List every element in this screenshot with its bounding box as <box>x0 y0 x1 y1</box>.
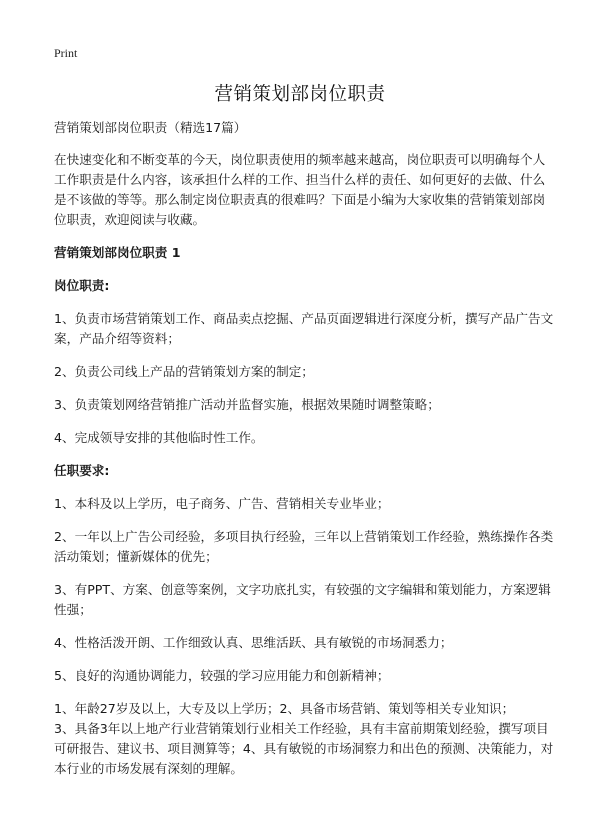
document-subtitle: 营销策划部岗位职责（精选17篇） <box>54 120 247 135</box>
intro-paragraph: 在快速变化和不断变革的今天，岗位职责使用的频率越来越高，岗位职责可以明确每个人工作职责是什么内容，该承担什么样的工作、担当什么样的责任、如何更好的去做、什么是不该做的等等。那么制定岗位职责真的很难吗？下面是小编为大家收集的营销策划部岗位职责，欢迎阅读与收藏。 <box>54 152 546 227</box>
section-title: 营销策划部岗位职责 1 <box>54 245 181 260</box>
requirement-item: 2、一年以上广告公司经验，多项目执行经验，三年以上营销策划工作经验，熟练操作各类活动策划；懂新媒体的优先； <box>54 529 554 564</box>
duty-item: 3、负责策划网络营销推广活动并监督实施，根据效果随时调整策略； <box>54 397 440 412</box>
duty-item: 4、完成领导安排的其他临时性工作。 <box>54 430 264 445</box>
page-title: 营销策划部岗位职责 <box>214 84 386 105</box>
requirement-item: 4、性格活泼开朗、工作细致认真、思维活跃、具有敏锐的市场洞悉力； <box>54 635 453 650</box>
duties-heading: 岗位职责: <box>54 278 110 293</box>
requirement-item: 3、有PPT、方案、创意等案例，文字功底扎实，有较强的文字编辑和策划能力，方案逻辑性强； <box>54 582 551 617</box>
extra-requirement-line: 1、年龄27岁及以上，大专及以上学历；2、具备市场营销、策划等相关专业知识； <box>54 701 515 716</box>
requirement-item: 1、本科及以上学历，电子商务、广告、营销相关专业毕业； <box>54 496 390 511</box>
document-body <box>54 118 554 779</box>
requirement-item: 5、良好的沟通协调能力，较强的学习应用能力和创新精神； <box>54 668 390 683</box>
requirements-heading: 任职要求: <box>54 463 110 478</box>
extra-requirement-line: 3、具备3年以上地产行业营销策划行业相关工作经验，具有丰富前期策划经验，撰写项目可研报告、建议书、项目测算等；4、具有敏锐的市场洞察力和出色的预测、决策能力，对本行业的市场发展有深刻的理解。 <box>54 721 554 776</box>
duty-item: 2、负责公司线上产品的营销策划方案的制定； <box>54 364 314 379</box>
duty-item: 1、负责市场营销策划工作、商品卖点挖掘、产品页面逻辑进行深度分析，撰写产品广告文案，产品介绍等资料； <box>54 311 554 346</box>
print-label: Print <box>54 46 78 60</box>
